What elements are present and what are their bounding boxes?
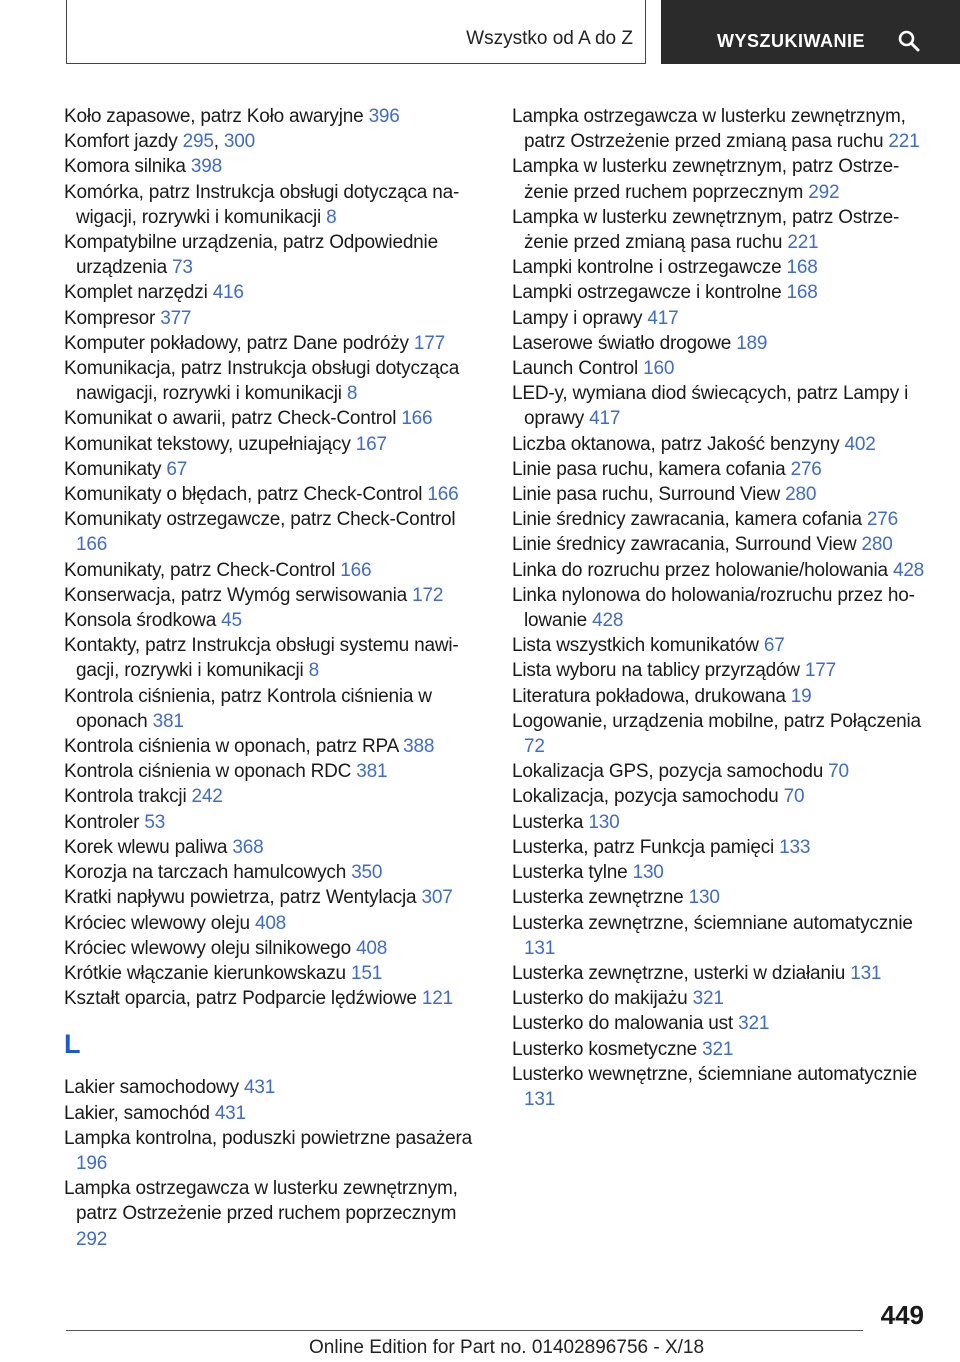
index-entry-text: Komplet narzędzi <box>64 282 213 304</box>
index-entry-text: Kontrola ciśnienia w oponach RDC <box>64 761 357 783</box>
index-entry <box>64 911 484 936</box>
index-entry-text: Lampka kontrolna, poduszki powietrzne pasażera <box>64 1127 472 1149</box>
page-link[interactable]: 321 <box>692 988 724 1010</box>
tab-a-to-z[interactable] <box>66 0 646 64</box>
index-entry <box>64 936 484 961</box>
page-link[interactable]: 70 <box>783 786 805 808</box>
index-entry-text: Linie pasa ruchu, Surround View <box>512 484 786 506</box>
page-link[interactable]: 168 <box>786 282 818 304</box>
index-entry-text: Komunikacja, patrz Instrukcja obsługi dotycząca nawigacji, rozrywki i komunikacji <box>64 358 460 405</box>
index-entry <box>512 255 932 280</box>
page-link[interactable]: 168 <box>786 257 818 279</box>
index-entry-text: Lokalizacja GPS, pozycja samochodu <box>512 761 829 783</box>
index-entry <box>64 784 484 809</box>
page-link[interactable]: 70 <box>828 761 849 783</box>
index-entry <box>64 633 484 683</box>
index-entry-text: Lusterka tylne <box>512 862 633 884</box>
index-entry <box>64 457 484 482</box>
page-link[interactable]: 408 <box>254 912 287 934</box>
index-entry-text: Lista wszystkich komunikatów <box>512 635 764 657</box>
page-link[interactable]: 131 <box>524 937 556 959</box>
index-entry <box>512 835 932 860</box>
page-link[interactable]: 166 <box>76 534 108 556</box>
index-entry <box>512 684 932 709</box>
page-link[interactable]: 295 <box>182 131 214 153</box>
page-link[interactable]: 221 <box>787 232 819 254</box>
page-link[interactable]: 45 <box>221 610 242 632</box>
page-link[interactable]: 321 <box>738 1013 770 1035</box>
index-entry <box>512 457 932 482</box>
index-entry-text: Lusterka <box>512 811 589 833</box>
page-number: 449 <box>880 1300 924 1330</box>
index-entry-text: Lusterka zewnętrzne, usterki w działaniu <box>512 962 851 984</box>
index-entry <box>64 835 484 860</box>
page-link[interactable]: 67 <box>763 635 785 657</box>
index-entry <box>512 331 932 356</box>
page-link[interactable]: 428 <box>892 559 925 581</box>
page-link[interactable]: 189 <box>736 332 768 354</box>
index-entry-text: Komórka, patrz Instrukcja obsługi dotycząca nawigacji, rozrywki i komunikacji <box>64 181 460 228</box>
index-entry <box>512 432 932 457</box>
page-link[interactable]: 167 <box>355 433 387 455</box>
index-entry <box>512 507 932 532</box>
index-entry-text: Komfort jazdy <box>64 131 183 153</box>
index-entry-text: Lokalizacja, pozycja samochodu <box>512 786 784 808</box>
page-link[interactable]: 166 <box>340 559 372 581</box>
page-link[interactable]: 151 <box>350 962 383 984</box>
index-entry <box>64 961 484 986</box>
index-entry-text: Lampy i oprawy <box>512 307 648 329</box>
index-entry-text: Kontrola ciśnienia, patrz Kontrola ciśnienia w oponach <box>64 685 432 732</box>
index-entry-text: Lakier samochodowy <box>64 1077 244 1099</box>
index-entry <box>64 1176 484 1252</box>
index-entry-text: Lampka w lusterku zewnętrznym, patrz Ostrzeżenie przed zmianą pasa ruchu <box>512 206 900 254</box>
index-entry <box>512 810 932 835</box>
page-link[interactable]: 131 <box>850 962 882 984</box>
tab-a-to-z-label: Wszystko od A do Z <box>466 28 633 49</box>
index-entry-text: Lusterko kosmetyczne <box>512 1038 703 1060</box>
index-entry-text: Krótkie włączanie kierunkowskazu <box>64 962 351 984</box>
index-group-l <box>64 1075 484 1251</box>
page-link[interactable]: 19 <box>790 685 812 707</box>
page-link[interactable]: 121 <box>421 988 453 1010</box>
index-entry <box>64 608 484 633</box>
page-link[interactable]: 431 <box>214 1102 246 1124</box>
page-link[interactable]: 8 <box>346 383 358 405</box>
index-entry-text: Lusterko do malowania ust <box>512 1013 739 1035</box>
index-entry-text: Komunikat o awarii, patrz Check-Control <box>64 408 402 430</box>
search-icon <box>897 29 921 53</box>
page-link[interactable]: 417 <box>589 408 621 430</box>
index-entry <box>512 205 932 255</box>
index-entry <box>512 381 932 431</box>
index-entry-text: Linie średnicy zawracania, kamera cofania <box>512 509 867 531</box>
page-link[interactable]: 292 <box>808 181 840 203</box>
index-entry-text: Lusterka zewnętrzne, ściemniane automatycznie <box>512 912 913 934</box>
index-entry-text: Komora silnika <box>64 156 191 178</box>
page-link[interactable]: 402 <box>844 433 876 455</box>
index-group-l-continued <box>512 104 932 1112</box>
index-entry <box>512 633 932 658</box>
index-entry <box>64 180 484 230</box>
index-entry <box>512 1037 932 1062</box>
page-link[interactable]: 368 <box>232 836 264 858</box>
page-link[interactable]: 307 <box>421 887 453 909</box>
index-entry <box>512 709 932 759</box>
page-link[interactable]: 292 <box>76 1228 108 1250</box>
page-link[interactable]: 177 <box>413 332 445 354</box>
index-entry <box>64 306 484 331</box>
index-entry-text: Lusterko do makijażu <box>512 988 693 1010</box>
index-entry <box>512 784 932 809</box>
tab-search-label: WYSZUKIWANIE <box>717 31 865 51</box>
page-link[interactable]: 166 <box>401 408 433 430</box>
index-entry <box>64 1101 484 1126</box>
index-entry <box>64 684 484 734</box>
index-entry <box>512 280 932 305</box>
index-entry-text: Lampki kontrolne i ostrzegawcze <box>512 257 787 279</box>
index-entry <box>512 911 932 961</box>
page-link[interactable]: 242 <box>191 786 223 808</box>
index-entry-text: Logowanie, urządzenia mobilne, patrz Połączenia <box>512 710 921 732</box>
page-link[interactable]: 280 <box>785 484 817 506</box>
index-entry <box>64 154 484 179</box>
index-entry-text: Kształt oparcia, patrz Podparcie lędźwiowe <box>64 988 422 1010</box>
page-link[interactable]: 8 <box>326 206 337 228</box>
page-link[interactable]: 177 <box>804 660 837 682</box>
page-link[interactable]: 321 <box>702 1038 734 1060</box>
index-entry-text: Komunikat tekstowy, uzupełniający <box>64 433 356 455</box>
index-entry <box>64 280 484 305</box>
index-entry-text: Konsola środkowa <box>64 610 222 632</box>
index-entry <box>64 432 484 457</box>
index-entry-text: Korozja na tarczach hamulcowych <box>64 862 352 884</box>
index-entry <box>512 104 932 154</box>
index-entry <box>64 104 484 129</box>
page-link[interactable]: 280 <box>861 534 893 556</box>
section-letter: L <box>64 1029 81 1060</box>
index-entry-text: Laserowe światło drogowe <box>512 332 737 354</box>
index-entry <box>512 658 932 683</box>
index-entry <box>64 734 484 759</box>
index-entry: Komfort jazdy 295, 300 <box>64 131 256 153</box>
footer-edition: Online Edition for Part no. 01402896756 - X/18 <box>309 1337 705 1358</box>
tab-search[interactable] <box>661 0 960 64</box>
index-entry <box>512 154 932 204</box>
index-entry-text: Linie średnicy zawracania, Surround View <box>512 534 862 556</box>
page-link[interactable]: 172 <box>412 584 444 606</box>
page-link[interactable]: 398 <box>190 156 222 178</box>
index-entry-text: Lampka ostrzegawcza w lusterku zewnętrznym, patrz Ostrzeżenie przed ruchem poprzecznym <box>64 1178 458 1225</box>
index-entry <box>64 558 484 583</box>
page-link[interactable]: 130 <box>588 811 620 833</box>
index-entry <box>512 1011 932 1036</box>
index-entry-text: Komunikaty ostrzegawcze, patrz Check-Control <box>64 509 456 531</box>
index-group-k <box>64 104 484 1011</box>
page-link[interactable]: 67 <box>166 458 188 480</box>
page-link[interactable]: 276 <box>790 458 822 480</box>
page-link[interactable]: 350 <box>351 862 383 884</box>
page-link[interactable]: 388 <box>403 736 435 758</box>
page-link[interactable]: 377 <box>160 307 192 329</box>
index-entry-text: Lampka ostrzegawcza w lusterku zewnętrznym, patrz Ostrzeżenie przed zmianą pasa ruchu <box>512 106 906 153</box>
page-link[interactable]: 166 <box>427 484 459 506</box>
index-entry <box>512 986 932 1011</box>
index-entry <box>512 558 932 583</box>
page-link[interactable]: 133 <box>779 836 811 858</box>
index-entry <box>64 356 484 406</box>
index-entry-text: Lista wyboru na tablicy przyrządów <box>512 660 805 682</box>
index-entry-text: Literatura pokładowa, drukowana <box>512 685 791 707</box>
index-entry <box>64 1126 484 1176</box>
index-entry <box>64 507 484 557</box>
page-link[interactable]: 73 <box>172 257 193 279</box>
index-entry-text: Linka nylonowa do holowania/rozruchu przez holowanie <box>512 584 915 632</box>
index-entry <box>64 860 484 885</box>
index-entry-text: Liczba oktanowa, patrz Jakość benzyny <box>512 433 845 455</box>
page-link[interactable]: 396 <box>368 106 400 127</box>
index-entry-text: Kompresor <box>64 307 161 329</box>
index-entry <box>512 1062 932 1112</box>
page-link[interactable]: 416 <box>212 282 244 304</box>
index-entry-text: Króciec wlewowy oleju <box>64 912 255 934</box>
index-entry-text: Lusterko wewnętrzne, ściemniane automatycznie <box>512 1063 917 1085</box>
index-entry-text: Lampki ostrzegawcze i kontrolne <box>512 282 787 304</box>
index-entry-text: Komputer pokładowy, patrz Dane podróży <box>64 332 414 354</box>
index-entry <box>64 759 484 784</box>
index-entry <box>512 885 932 910</box>
index-entry-text: Koło zapasowe, patrz Koło awaryjne <box>64 106 369 127</box>
index-column-right <box>512 104 932 1112</box>
index-entry-text: Komunikaty <box>64 458 167 480</box>
index-entry-text: Lakier, samochód <box>64 1102 215 1124</box>
index-entry <box>512 583 932 633</box>
index-entry <box>64 885 484 910</box>
index-entry <box>64 482 484 507</box>
index-entry-text: Kontrola trakcji <box>64 786 192 808</box>
index-entry-text: Konserwacja, patrz Wymóg serwisowania <box>64 584 413 606</box>
page-link[interactable]: 8 <box>308 660 319 682</box>
index-entry <box>64 583 484 608</box>
index-entry <box>64 810 484 835</box>
index-entry-text: Linie pasa ruchu, kamera cofania <box>512 458 791 480</box>
page-link[interactable]: 276 <box>866 509 899 531</box>
index-entry-text: Komunikaty o błędach, patrz Check-Control <box>64 484 428 506</box>
index-entry <box>512 532 932 557</box>
index-entry-text: Lusterka, patrz Funkcja pamięci <box>512 836 780 858</box>
page-link[interactable]: 131 <box>524 1088 556 1110</box>
index-entry <box>512 961 932 986</box>
index-entry-text: Króciec wlewowy oleju silnikowego <box>64 937 357 959</box>
index-entry-text: Kompatybilne urządzenia, patrz Odpowiednie urządzenia <box>64 232 438 279</box>
index-entry <box>512 306 932 331</box>
index-entry-text: Lampka w lusterku zewnętrznym, patrz Ostrzeżenie przed ruchem poprzecznym <box>512 156 900 203</box>
index-entry-text: LED-y, wymiana diod świecących, patrz Lampy i oprawy <box>512 383 909 430</box>
page-link[interactable]: 300 <box>223 131 256 153</box>
index-entry <box>64 230 484 280</box>
index-entry-text: Linka do rozruchu przez holowanie/holowania <box>512 559 893 581</box>
page-link[interactable]: 417 <box>647 307 679 329</box>
index-column-left <box>64 104 484 1252</box>
index-entry <box>64 406 484 431</box>
page-link[interactable]: 72 <box>524 736 545 758</box>
index-entry <box>512 759 932 784</box>
footer-divider <box>66 1330 863 1331</box>
index-entry-text: Launch Control <box>512 358 644 380</box>
page-link[interactable]: 381 <box>152 710 184 732</box>
index-entry <box>64 986 484 1011</box>
index-entry-text: Kontakty, patrz Instrukcja obsługi systemu nawigacji, rozrywki i komunikacji <box>64 635 459 682</box>
index-entry <box>512 482 932 507</box>
page-link[interactable]: 130 <box>688 887 720 909</box>
index-entry-text: Kontrola ciśnienia w oponach, patrz RPA <box>64 736 404 758</box>
page-link[interactable]: 381 <box>356 761 388 783</box>
index-entry <box>512 356 932 381</box>
index-entry-text: Kontroler <box>64 811 145 833</box>
page-link[interactable]: 53 <box>144 811 166 833</box>
index-entry <box>64 1075 484 1100</box>
index-entry-text: Komunikaty, patrz Check-Control <box>64 559 341 581</box>
page-link[interactable]: 130 <box>632 862 664 884</box>
page-link[interactable]: 221 <box>888 131 920 153</box>
index-entry <box>512 860 932 885</box>
page-link[interactable]: 160 <box>643 358 675 380</box>
page-link[interactable]: 196 <box>76 1152 108 1174</box>
page-link[interactable]: 428 <box>592 610 624 632</box>
index-entry-text: Korek wlewu paliwa <box>64 836 233 858</box>
index-entry-text: Kratki napływu powietrza, patrz Wentylacja <box>64 887 422 909</box>
page-link[interactable]: 431 <box>243 1077 276 1099</box>
page-link[interactable]: 408 <box>356 937 388 959</box>
index-entry-text: Lusterka zewnętrzne <box>512 887 689 909</box>
index-entry <box>64 331 484 356</box>
